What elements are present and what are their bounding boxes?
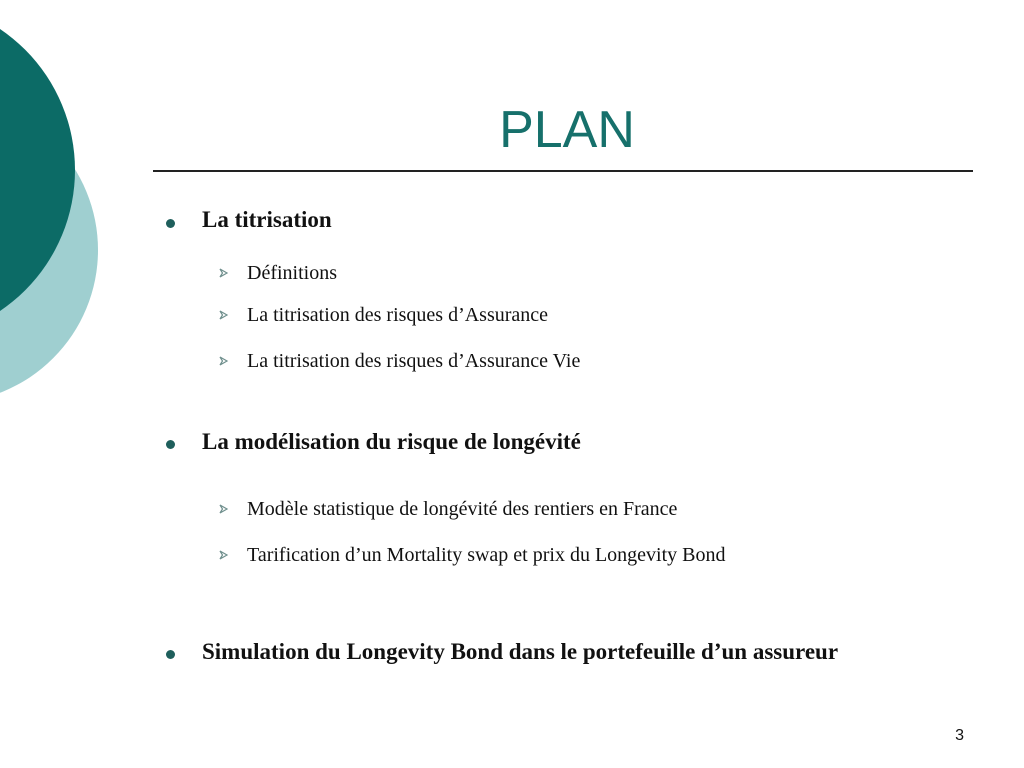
arrow-bullet-icon: [219, 268, 229, 278]
bullet-dot-icon: [166, 650, 175, 659]
section-heading: La modélisation du risque de longévité: [202, 429, 581, 454]
title-divider: [153, 170, 973, 172]
section-heading: La titrisation: [202, 207, 332, 232]
subitem: La titrisation des risques d’Assurance Vie: [247, 350, 581, 372]
bullet-dot-icon: [166, 440, 175, 449]
bullet-dot-icon: [166, 219, 175, 228]
subitem: La titrisation des risques d’Assurance: [247, 304, 549, 326]
slide-title: PLAN: [499, 101, 635, 159]
section-heading: Simulation du Longevity Bond dans le portefeuille d’un assureur: [202, 639, 839, 664]
subitem: Tarification d’un Mortality swap et prix du Longevity Bond: [247, 544, 726, 566]
page-number: 3: [955, 727, 964, 744]
arrow-bullet-icon: [219, 504, 229, 514]
arrow-bullet-icon: [219, 356, 229, 366]
subitem: Définitions: [247, 262, 337, 284]
subitem: Modèle statistique de longévité des rentiers en France: [247, 498, 678, 520]
decorative-circles: [0, 0, 110, 410]
arrow-bullet-icon: [219, 310, 229, 320]
arrow-bullet-icon: [219, 550, 229, 560]
